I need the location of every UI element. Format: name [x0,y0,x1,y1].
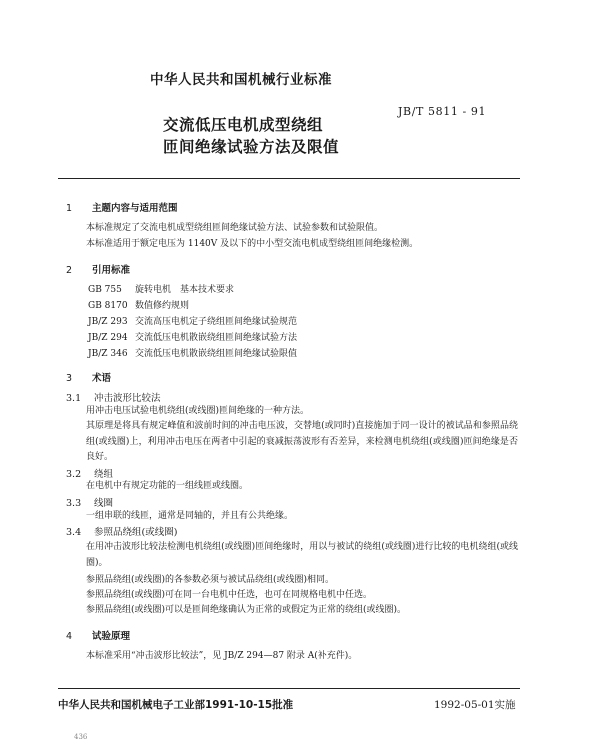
reference-code: GB 8170 [88,301,128,311]
section-4-line-1: 本标准采用“冲击波形比较法”，见 JB/Z 294—87 附录 A(补充件)。 [86,651,358,661]
section-number: 4 [66,631,73,642]
section-4-heading [66,628,130,642]
approval-statement: 中华人民共和国机械电子工业部1991-10-15批准 [58,699,294,711]
reference-item [88,330,297,343]
reference-code: JB/Z 346 [88,349,128,359]
section-number: 1 [66,203,73,214]
issuing-org-header: 中华人民共和国机械行业标准 [150,72,332,88]
subsection-3-2-line-1: 在电机中有规定功能的一组线匝或线圈。 [86,481,249,491]
section-title: 主题内容与适用范围 [92,203,178,214]
section-1-line-2: 本标准适用于额定电压为 1140V 及以下的中小型交流电机成型绕组匝间绝缘检测。 [86,239,419,249]
section-number: 3 [66,373,73,384]
footer-divider [58,688,520,689]
document-title-line-2: 匝间绝缘试验方法及限值 [163,138,340,156]
reference-item [88,282,234,295]
subsection-title: 冲击波形比较法 [94,393,161,404]
subsection-number: 3.2 [66,469,82,480]
subsection-3-4-paragraph: 在用冲击波形比较法检测电机绕组(或线圈)匝间绝缘时，用以与被试的绕组(或线圈)进行比较的电机绕组(或线圈)。 [86,542,518,568]
document-title-line-1: 交流低压电机成型绕组 [163,116,324,134]
subsection-3-4-line-2: 参照品绕组(或线圈)可在同一台电机中任选，也可在同规格电机中任选。 [86,590,373,600]
section-title: 试验原理 [92,631,131,642]
subsection-3-3-heading [66,495,113,509]
subsection-title: 绕组 [94,469,114,480]
section-2-heading [66,262,130,276]
section-1-heading [66,200,178,214]
subsection-number: 3.4 [66,527,82,538]
section-title: 引用标准 [92,265,131,276]
subsection-3-1-line-1: 用冲击电压试验电机绕组(或线圈)匝间绝缘的一种方法。 [86,406,310,416]
section-title: 术语 [92,373,112,384]
reference-name: 交流低压电机散嵌绕组匝间绝缘试验限值 [135,349,298,359]
subsection-number: 3.1 [66,393,82,404]
reference-name: 旋转电机 基本技术要求 [135,285,235,295]
subsection-3-2-heading [66,466,113,480]
reference-item [88,346,297,359]
subsection-title: 参照品绕组(或线圈) [94,527,178,538]
reference-item [88,314,297,327]
reference-name: 数值修约规则 [135,301,190,311]
subsection-title: 线圈 [94,498,114,509]
section-3-heading [66,370,111,384]
subsection-3-1-paragraph: 其原理是将具有规定峰值和波前时间的冲击电压波，交替地(或同时)直接施加于同一设计的被试品和参照品绕组(或线圈)上，利用冲击电压在两者中引起的衰减振荡波形有否差异，来检测电机绕组(或线圈)匝间绝缘是否良好。 [86,421,518,462]
reference-code: JB/Z 293 [88,317,128,327]
reference-code: GB 755 [88,285,122,295]
reference-name: 交流高压电机定子绕组匝间绝缘试验规范 [135,317,298,327]
reference-name: 交流低压电机散嵌绕组匝间绝缘试验方法 [135,333,298,343]
section-1-line-1: 本标准规定了交流电机成型绕组匝间绝缘试验方法、试验参数和试验限值。 [86,223,384,233]
subsection-3-1-heading [66,390,161,404]
standard-number: JB/T 5811 - 91 [398,105,487,118]
subsection-3-4-line-1: 参照品绕组(或线圈)的各参数必须与被试品绕组(或线圈)相同。 [86,575,335,585]
subsection-3-3-line-1: 一组串联的线匝，通常是同轴的，并且有公共绝缘。 [86,511,294,521]
reference-code: JB/Z 294 [88,333,128,343]
implementation-date: 1992-05-01实施 [434,699,516,711]
header-divider [58,178,520,179]
reference-item [88,298,189,311]
page-number: 436 [74,733,88,741]
subsection-number: 3.3 [66,498,82,509]
subsection-3-4-line-3: 参照品绕组(或线圈)可以是匝间绝缘确认为正常的或假定为正常的绕组(或线圈)。 [86,605,407,615]
subsection-3-4-heading [66,524,177,538]
section-number: 2 [66,265,73,276]
